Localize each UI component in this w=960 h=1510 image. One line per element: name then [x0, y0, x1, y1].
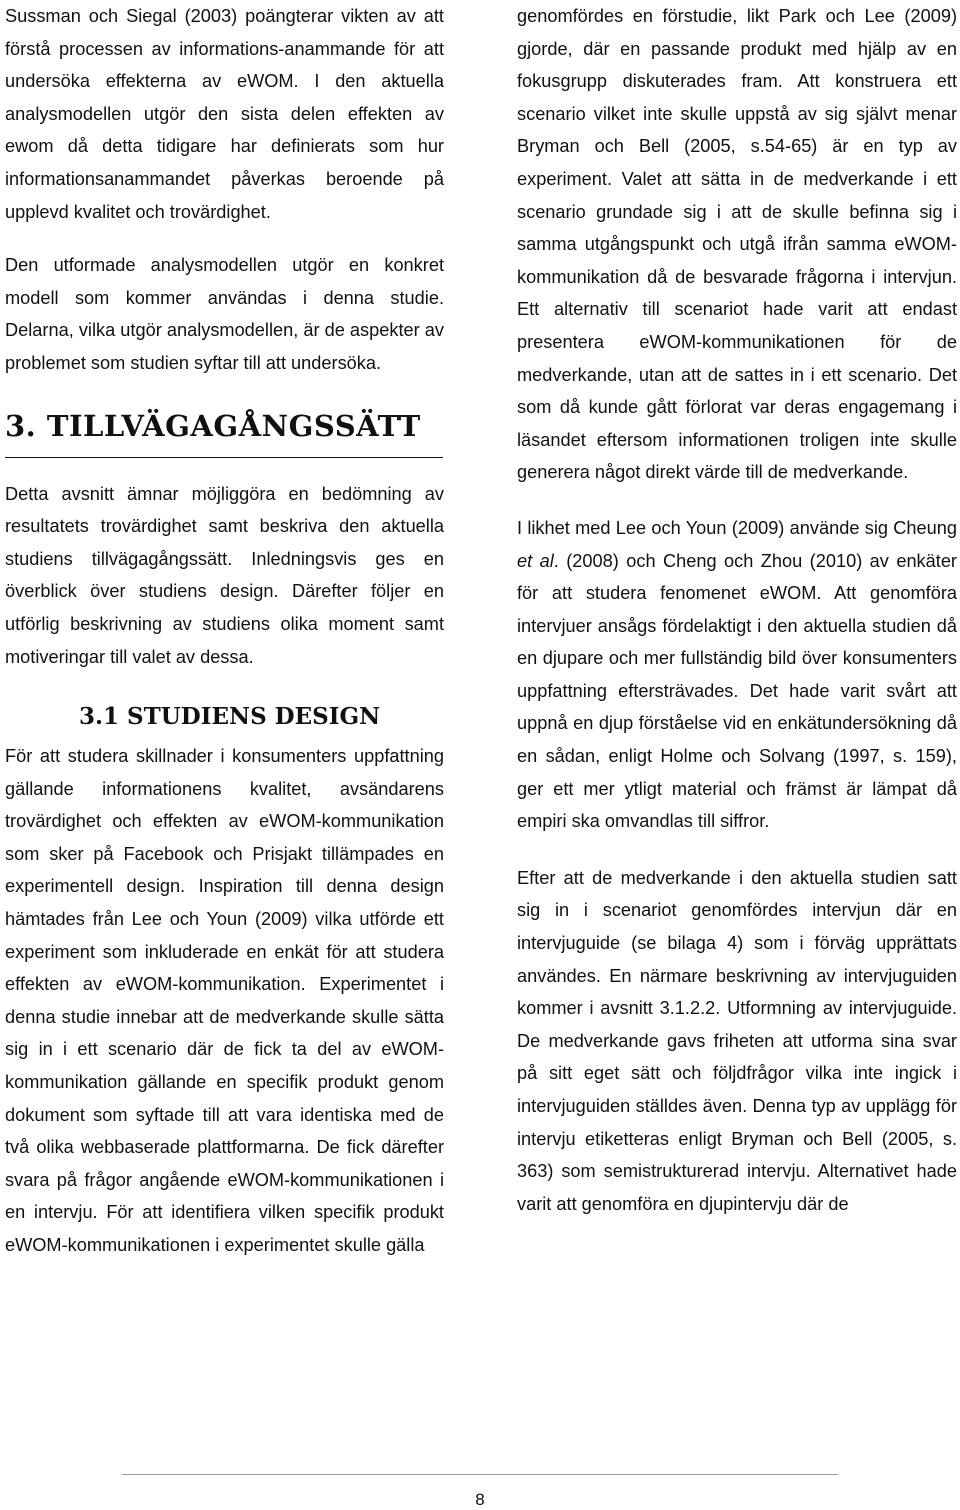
left-column: [5, 0, 444, 1262]
footer-divider: [122, 1474, 838, 1475]
paragraph-interviews-motivation: [517, 512, 957, 838]
paragraph-section-intro: Detta avsnitt ämnar möjliggöra en bedömning av resultatets trovärdighet samt beskriva den aktuella studiens tillvägagångssätt. Inledningsvis ges en överblick över studiens design. Därefter följer en utförlig beskrivning av studiens olika moment samt motiveringar till valet av dessa.: [5, 483, 444, 667]
text-run: . (2008) och Cheng och Zhou (2010) av enkäter för att studera fenomenet eWOM. Att genomföra intervjuer ansågs fördelaktigt i den aktuella studien då en djupare och mer fullständig bild över konsumenters uppfattning eftersträvades. Det hade varit svårt att uppnå en djup förståelse vid en enkätundersökning då en sådan, enligt Holme och Solvang (1997, s. 159), ger ett mer ytligt material och främst är lämpat då empiri ska omvandlas till siffror.: [517, 550, 957, 832]
italic-et-al: et al: [517, 550, 554, 571]
paragraph-eWOM-process: Sussman och Siegal (2003) poängterar vikten av att förstå processen av informations-anammande för att undersöka effekterna av eWOM. I den aktuella analysmodellen utgör den sista delen effekten av ewom då detta tidigare har definierats som hur informationsanammandet påverkas beroende på upplevd kvalitet och trovärdighet.: [5, 6, 444, 222]
page-number: 8: [475, 1490, 485, 1509]
paragraph-pre-study: genomfördes en förstudie, likt Park och Lee (2009) gjorde, där en passande produkt med hjälp av en fokusgrupp diskuterades fram. Att konstruera ett scenario vilket inte skulle uppstå av sig självt menar Bryman och Bell (2005, s.54-65) är en typ av experiment. Valet att sätta in de medverkande i ett scenario grundade sig i att de skulle befinna sig i samma utgångspunkt och utgå ifrån samma eWOM-kommunikation då de besvarade frågorna i intervjun. Ett alternativ till scenariot hade varit att endast presentera eWOM-kommunikationen för de medverkande, utan att de sattes in i ett scenario. Det som då kunde gått förlorat var deras engagemang i läsandet eftersom informationen troligen inte skulle generera något direkt värde till de medverkande.: [517, 6, 957, 483]
paragraph-analysis-model: Den utformade analysmodellen utgör en konkret modell som kommer användas i denna studie. Delarna, vilka utgör analysmodellen, är de aspekter av problemet som studien syftar till att undersöka.: [5, 255, 444, 373]
right-column: [517, 0, 957, 1220]
paragraph-study-design: För att studera skillnader i konsumenters uppfattning gällande informationens kvalitet, avsändarens trovärdighet och effekten av eWOM-kommunikation som sker på Facebook och Prisjakt tillämpades en experimentell design. Inspiration till denna design hämtades från Lee och Youn (2009) vilka utförde ett experiment som inkluderade en enkät för att studera effekten av eWOM-kommunikation. Experimentet i denna studie innebar att de medverkande skulle sätta sig in i ett scenario där de fick ta del av eWOM-kommunikation gällande en specifik produkt genom dokument som syftade till att vara identiska med de två olika webbaserade plattformarna. De fick därefter svara på frågor angående eWOM-kommunikationen i en intervju. För att identifiera vilken specifik produkt eWOM-kommunikationen i experimentet skulle gälla: [5, 746, 444, 1255]
text-run: I likhet med Lee och Youn (2009) använde sig Cheung: [517, 517, 957, 538]
section-heading-methodology: 3. TILLVÄGAGÅNGSSÄTT: [5, 404, 443, 458]
subsection-heading-study-design: 3.1 STUDIENS DESIGN: [79, 703, 381, 731]
paragraph-interview-guide: Efter att de medverkande i den aktuella studien satt sig in i scenariot genomfördes intervjun där en intervjuguide (se bilaga 4) som i förväg upprättats användes. En närmare beskrivning av intervjuguiden kommer i avsnitt 3.1.2.2. Utformning av intervjuguide. De medverkande gavs friheten att utforma sina svar på sitt eget sätt och följdfrågor vilka inte ingick i intervjuguiden ställdes även. Denna typ av upplägg för intervju etiketteras enligt Bryman och Bell (2005, s. 363) som semistrukturerad intervju. Alternativet hade varit att genomföra en djupintervju där de: [517, 867, 957, 1214]
